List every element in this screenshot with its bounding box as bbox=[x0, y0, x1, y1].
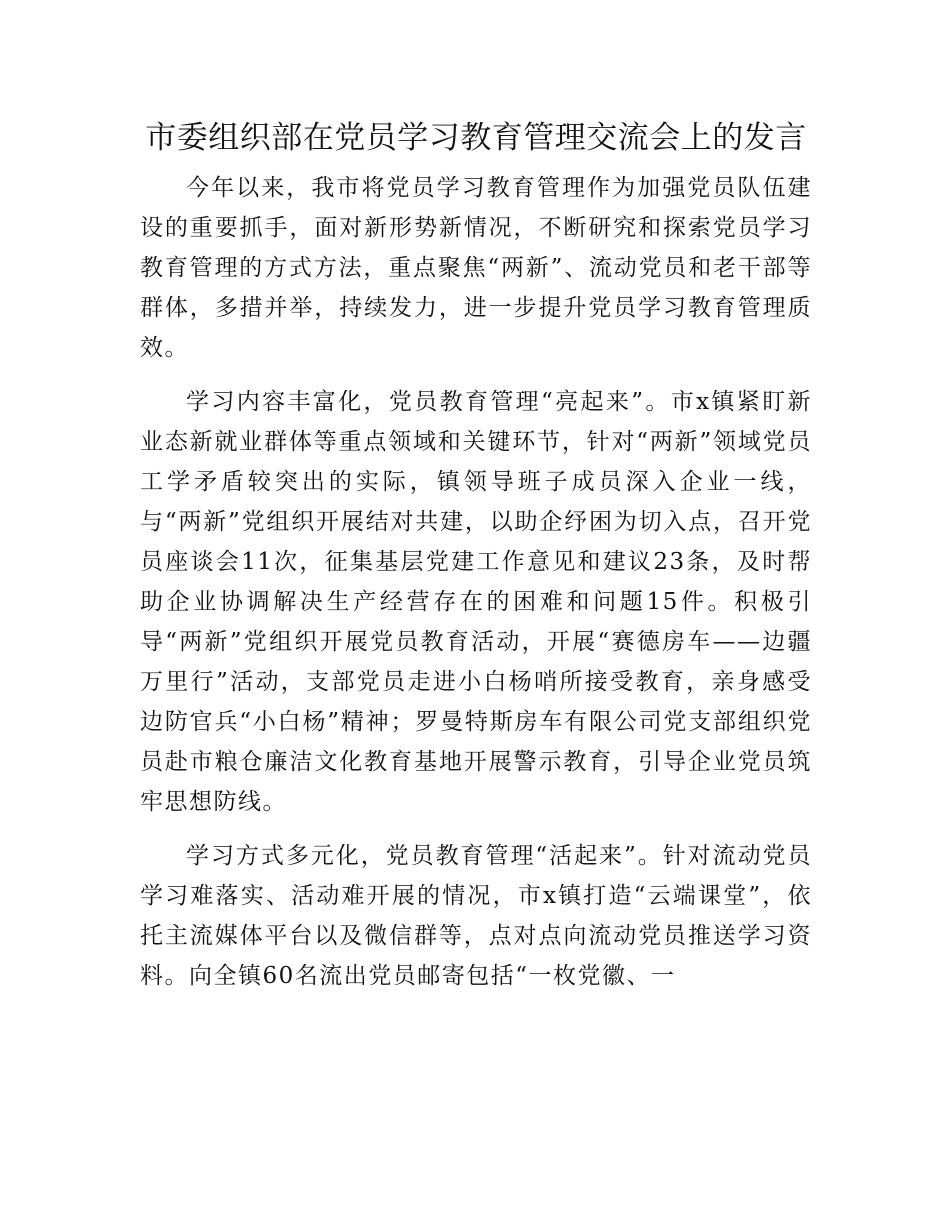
paragraph-content-enrichment: 学习内容丰富化，党员教育管理“亮起来”。市x镇紧盯新业态新就业群体等重点领域和关键环节，针对“两新”领域党员工学矛盾较突出的实际，镇领导班子成员深入企业一线，与“两新”党组织开展结对共建，以助企纾困为切入点，召开党员座谈会11次，征集基层党建工作意见和建议23条，及时帮助企业协调解决生产经营存在的困难和问题15件。积极引导“两新”党组织开展党员教育活动，开展“赛德房车——边疆万里行”活动，支部党员走进小白杨哨所接受教育，亲身感受边防官兵“小白杨”精神；罗曼特斯房车有限公司党支部组织党员赴市粮仓廉洁文化教育基地开展警示教育，引导企业党员筑牢思想防线。 bbox=[140, 389, 812, 815]
paragraph-intro: 今年以来，我市将党员学习教育管理作为加强党员队伍建设的重要抓手，面对新形势新情况，不断研究和探索党员学习教育管理的方式方法，重点聚焦“两新”、流动党员和老干部等群体，多措并举，持续发力，进一步提升党员学习教育管理质效。 bbox=[140, 175, 812, 361]
document-title: 市委组织部在党员学习教育管理交流会上的发言 bbox=[145, 120, 807, 156]
paragraph-method-diversification: 学习方式多元化，党员教育管理“活起来”。针对流动党员学习难落实、活动难开展的情况，市x镇打造“云端课堂”，依托主流媒体平台以及微信群等，点对点向流动党员推送学习资料。向全镇60名流出党员邮寄包括“一枚党徽、一 bbox=[140, 843, 812, 989]
document-page bbox=[140, 112, 812, 1010]
